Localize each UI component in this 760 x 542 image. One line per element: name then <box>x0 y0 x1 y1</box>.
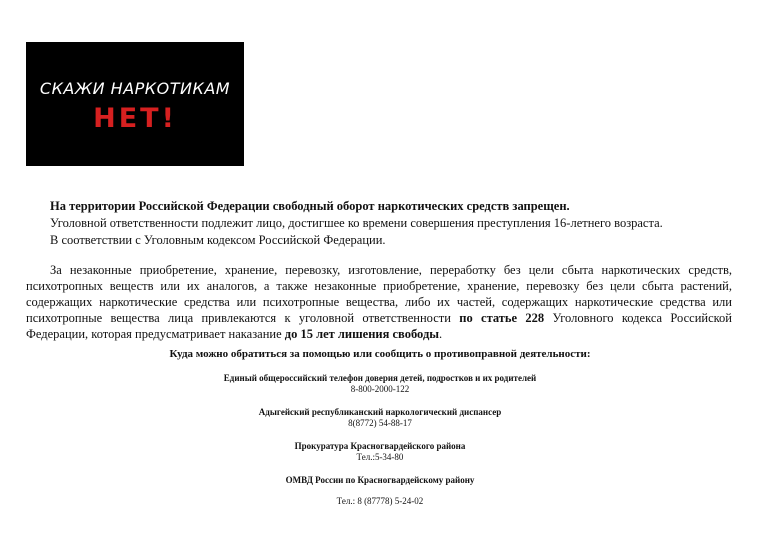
banner-no: НЕТ! <box>93 103 177 134</box>
contact-name: Адыгейский республиканский наркологический диспансер <box>258 407 502 417</box>
law-penalty: до 15 лет лишения свободы <box>284 327 440 341</box>
law-text-end: . <box>439 327 443 341</box>
law-text-part1: За незаконные приобретение, хранение, перевозку, изготовление, переработку без цели сбыта наркотических средств, психотропных веществ или их аналогов, а также незаконные приобретение, хранение, перевозку без цели сбыта растений, содержащих наркотические средства или психотропные вещества, либо их частей, содержащих наркотические средства или психотропные вещества лица привлекаются к уголовной ответственности <box>26 263 732 325</box>
anti-drug-banner <box>26 42 244 166</box>
contacts-section <box>0 348 760 519</box>
law-text-part2: Уголовного кодекса Российской Федерации, которая предусматривает наказание <box>26 311 732 341</box>
contact-phone: Тел.:5-34-80 <box>356 452 404 462</box>
intro-line-code: В соответствии с Уголовным кодексом Российской Федерации. <box>50 233 386 247</box>
intro-title: На территории Российской Федерации свободный оборот наркотических средств запрещен. <box>50 199 570 213</box>
contact-dispensary <box>0 407 760 429</box>
contact-name: ОМВД России по Красногвардейскому району <box>285 475 475 485</box>
law-paragraph <box>26 262 732 342</box>
contact-helpline <box>0 373 760 395</box>
contact-police <box>0 475 760 507</box>
contact-phone: Тел.: 8 (87778) 5-24-02 <box>336 496 424 506</box>
contact-name: Прокуратура Красногвардейского района <box>294 441 466 451</box>
contact-name: Единый общероссийский телефон доверия детей, подростков и их родителей <box>223 373 537 383</box>
intro-line-age: Уголовной ответственности подлежит лицо, достигшее ко времени совершения преступления 16-летнего возраста. <box>50 216 663 230</box>
law-article: по статье 228 <box>459 311 545 325</box>
contact-phone: 8(8772) 54-88-17 <box>348 418 412 428</box>
contact-prosecutor <box>0 441 760 463</box>
banner-slogan: СКАЖИ НАРКОТИКАМ <box>39 79 231 98</box>
intro-block <box>50 198 740 249</box>
help-heading: Куда можно обратиться за помощью или сообщить о противоправной деятельности: <box>169 348 591 360</box>
contact-phone: 8-800-2000-122 <box>350 384 410 394</box>
